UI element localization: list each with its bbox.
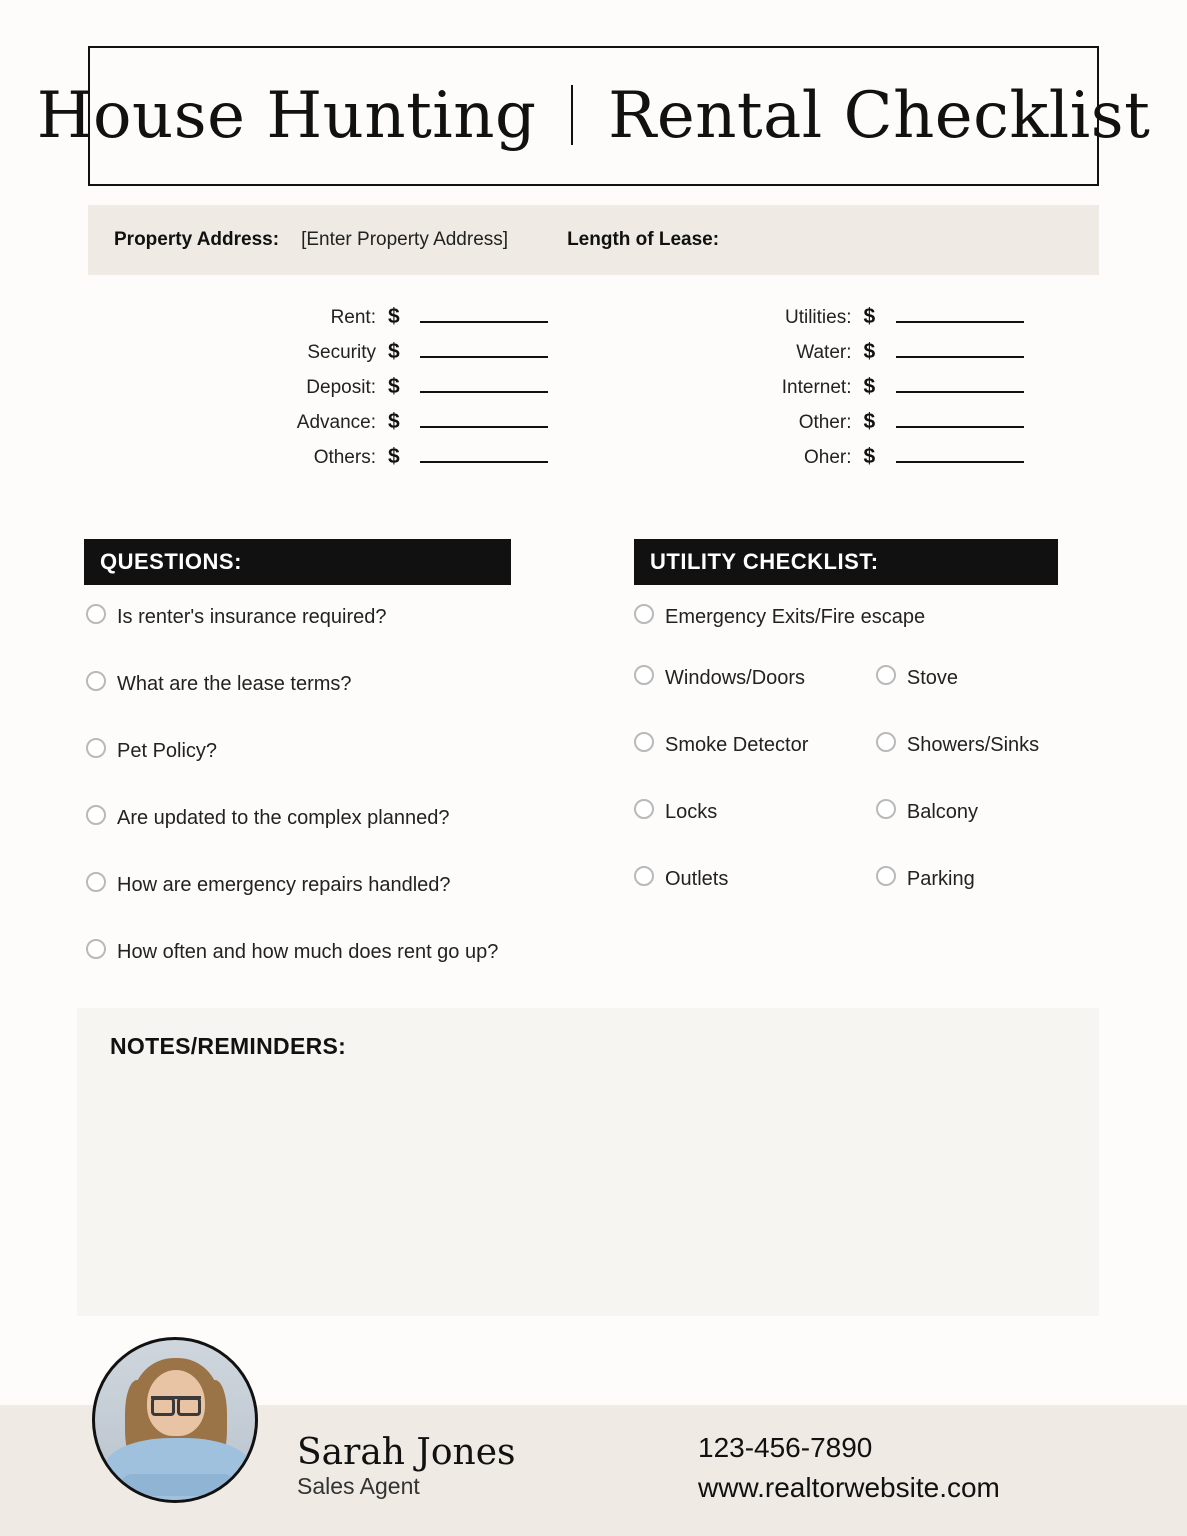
checkbox-circle-icon[interactable] [86, 738, 106, 758]
currency-symbol: $ [388, 340, 400, 363]
checkbox-circle-icon[interactable] [634, 604, 654, 624]
utility-heading-label: UTILITY CHECKLIST: [650, 549, 879, 574]
cost-entry-grid [88, 305, 1099, 480]
checkbox-circle-icon[interactable] [876, 732, 896, 752]
currency-symbol: $ [863, 375, 876, 398]
cost-input-water[interactable] [896, 345, 1024, 358]
cost-row-deposit [258, 375, 594, 410]
cost-label: Water: [796, 342, 852, 363]
cost-input-security[interactable] [420, 345, 548, 358]
cost-label: Deposit: [306, 377, 376, 398]
cost-input-deposit[interactable] [420, 380, 548, 393]
list-item[interactable] [86, 602, 536, 633]
length-of-lease-label: Length of Lease: [567, 229, 720, 250]
currency-symbol: $ [388, 375, 400, 398]
cost-label: Advance: [296, 412, 376, 433]
agent-name: Sarah Jones [297, 1432, 516, 1473]
checkbox-circle-icon[interactable] [634, 665, 654, 685]
cost-row-oher [734, 445, 1100, 480]
checkbox-circle-icon[interactable] [876, 799, 896, 819]
currency-symbol: $ [388, 410, 400, 433]
cost-input-others[interactable] [420, 450, 548, 463]
list-item[interactable] [634, 730, 876, 761]
avatar [92, 1337, 258, 1503]
cost-row-water [734, 340, 1100, 375]
questions-heading-label: QUESTIONS: [100, 549, 242, 574]
title-part-two: Rental Checklist [608, 79, 1151, 153]
utility-column-one [634, 663, 876, 931]
avatar-arms [121, 1474, 235, 1496]
cost-label: Security [307, 342, 376, 363]
list-item[interactable] [876, 730, 1094, 761]
questions-list [86, 602, 536, 1004]
list-item[interactable] [634, 797, 876, 828]
question-label: What are the lease terms? [117, 673, 352, 695]
list-item[interactable] [86, 870, 536, 901]
title-part-one: House Hunting [36, 79, 537, 153]
cost-input-other[interactable] [896, 415, 1024, 428]
utility-label: Balcony [906, 801, 979, 823]
cost-row-utilities [734, 305, 1100, 340]
question-label: Are updated to the complex planned? [117, 807, 450, 829]
cost-row-rent [258, 305, 594, 340]
list-item[interactable] [876, 797, 1094, 828]
cost-column-right [594, 305, 1100, 480]
questions-section-header [84, 539, 511, 585]
title-divider [571, 85, 573, 145]
currency-symbol: $ [863, 410, 876, 433]
question-label: Pet Policy? [117, 740, 218, 762]
utility-label: Parking [906, 868, 975, 890]
checkbox-circle-icon[interactable] [86, 872, 106, 892]
list-item[interactable] [876, 864, 1094, 895]
cost-column-left [88, 305, 594, 480]
currency-symbol: $ [863, 445, 876, 468]
cost-row-others [258, 445, 594, 480]
cost-row-security [258, 340, 594, 375]
checkbox-circle-icon[interactable] [634, 799, 654, 819]
list-item[interactable] [86, 937, 536, 968]
utility-label: Showers/Sinks [906, 734, 1040, 756]
utility-label: Emergency Exits/Fire escape [665, 606, 926, 628]
checkbox-circle-icon[interactable] [86, 671, 106, 691]
question-label: How often and how much does rent go up? [117, 941, 499, 963]
utility-label: Outlets [665, 868, 729, 890]
checkbox-circle-icon[interactable] [86, 805, 106, 825]
checkbox-circle-icon[interactable] [876, 665, 896, 685]
cost-row-advance [258, 410, 594, 445]
utility-label: Windows/Doors [665, 667, 806, 689]
utility-column-two [876, 663, 1094, 931]
utility-label: Smoke Detector [665, 734, 809, 756]
utility-label: Locks [665, 801, 718, 823]
checkbox-circle-icon[interactable] [634, 866, 654, 886]
utility-label: Stove [906, 667, 959, 689]
page-title [37, 79, 1151, 153]
currency-symbol: $ [388, 445, 400, 468]
checkbox-circle-icon[interactable] [876, 866, 896, 886]
question-label: How are emergency repairs handled? [117, 874, 451, 896]
cost-label: Utilities: [784, 307, 852, 328]
list-item[interactable] [86, 736, 536, 767]
cost-input-utilities[interactable] [896, 310, 1024, 323]
cost-label: Others: [313, 447, 376, 468]
list-item[interactable] [876, 663, 1094, 694]
property-address-label: Property Address: [114, 229, 280, 250]
currency-symbol: $ [863, 340, 876, 363]
utility-wide-row [634, 602, 1064, 633]
checkbox-circle-icon[interactable] [634, 732, 654, 752]
utility-section-header [634, 539, 1058, 585]
cost-input-advance[interactable] [420, 415, 548, 428]
cost-input-oher[interactable] [896, 450, 1024, 463]
cost-label: Internet: [781, 377, 852, 398]
utility-columns [634, 663, 1094, 931]
cost-label: Rent: [330, 307, 376, 328]
checkbox-circle-icon[interactable] [86, 604, 106, 624]
property-info-bar [88, 205, 1099, 275]
question-label: Is renter's insurance required? [117, 606, 387, 628]
list-item[interactable] [634, 864, 876, 895]
list-item[interactable] [634, 663, 876, 694]
property-address-field[interactable]: [Enter Property Address] [301, 229, 509, 250]
list-item[interactable] [634, 602, 1064, 633]
contact-phone[interactable]: 123-456-7890 [698, 1432, 873, 1463]
glasses-icon [151, 1396, 201, 1408]
cost-input-internet[interactable] [896, 380, 1024, 393]
cost-input-rent[interactable] [420, 310, 548, 323]
currency-symbol: $ [863, 305, 876, 328]
cost-label: Other: [798, 412, 852, 433]
notes-heading: NOTES/REMINDERS: [110, 1033, 347, 1059]
cost-label: Oher: [803, 447, 852, 468]
agent-role: Sales Agent [297, 1473, 420, 1499]
document-title-box [36, 46, 1151, 186]
cost-row-other [734, 410, 1100, 445]
cost-row-internet [734, 375, 1100, 410]
list-item[interactable] [86, 669, 536, 700]
checkbox-circle-icon[interactable] [86, 939, 106, 959]
contact-website[interactable]: www.realtorwebsite.com [698, 1472, 1000, 1503]
currency-symbol: $ [388, 305, 400, 328]
list-item[interactable] [86, 803, 536, 834]
